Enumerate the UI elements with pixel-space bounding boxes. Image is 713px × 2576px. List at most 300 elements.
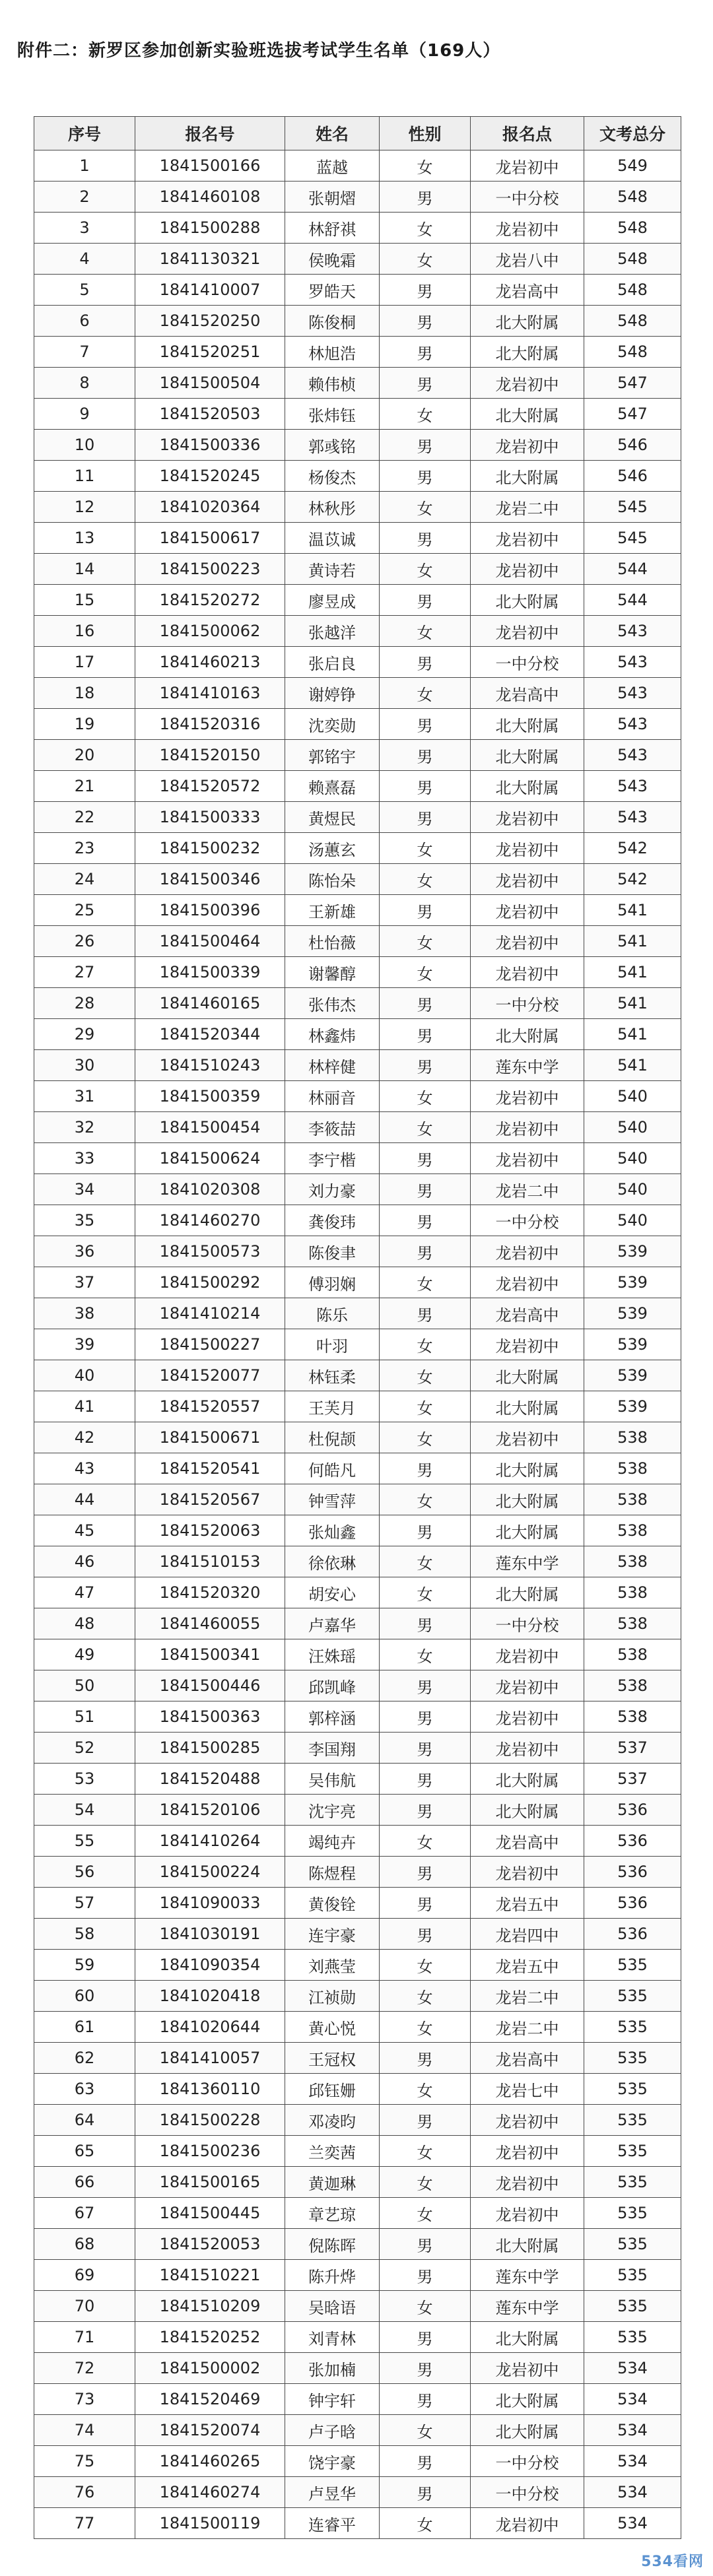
- cell-site: 一中分校: [471, 2446, 584, 2477]
- cell-site: 龙岩初中: [471, 2136, 584, 2167]
- cell-seq: 30: [34, 1050, 135, 1081]
- cell-site: 龙岩初中: [471, 1267, 584, 1298]
- cell-site: 北大附属: [471, 1515, 584, 1546]
- cell-score: 541: [584, 1050, 681, 1081]
- table-row: [34, 275, 681, 306]
- table-row: [34, 1639, 681, 1670]
- cell-name: 罗皓天: [285, 275, 380, 306]
- cell-site: 一中分校: [471, 1205, 584, 1236]
- cell-name: 谢婷铮: [285, 678, 380, 709]
- cell-score: 543: [584, 740, 681, 771]
- table-row: [34, 1701, 681, 1733]
- cell-reg-no: 1841520063: [135, 1515, 285, 1546]
- cell-gender: 男: [380, 585, 471, 616]
- cell-score: 546: [584, 461, 681, 492]
- cell-site: 一中分校: [471, 182, 584, 213]
- cell-site: 龙岩七中: [471, 2074, 584, 2105]
- cell-name: 谢馨醇: [285, 957, 380, 988]
- table-row: [34, 337, 681, 368]
- cell-name: 郭铭宇: [285, 740, 380, 771]
- table-row: [34, 1298, 681, 1329]
- cell-score: 541: [584, 988, 681, 1019]
- cell-name: 陈乐: [285, 1298, 380, 1329]
- cell-name: 廖昱成: [285, 585, 380, 616]
- cell-site: 北大附属: [471, 2229, 584, 2260]
- cell-seq: 51: [34, 1701, 135, 1733]
- cell-name: 邱钰姗: [285, 2074, 380, 2105]
- cell-seq: 48: [34, 1608, 135, 1639]
- cell-reg-no: 1841500363: [135, 1701, 285, 1733]
- cell-site: 龙岩二中: [471, 492, 584, 523]
- cell-gender: 女: [380, 244, 471, 275]
- cell-gender: 女: [380, 213, 471, 244]
- cell-reg-no: 1841500062: [135, 616, 285, 647]
- table-row: [34, 244, 681, 275]
- header-gender: 性别: [380, 117, 471, 150]
- table-row: [34, 1888, 681, 1919]
- cell-site: 北大附属: [471, 306, 584, 337]
- cell-seq: 42: [34, 1422, 135, 1453]
- cell-gender: 男: [380, 1453, 471, 1484]
- cell-site: 北大附属: [471, 2415, 584, 2446]
- cell-site: 龙岩初中: [471, 802, 584, 833]
- cell-seq: 33: [34, 1143, 135, 1174]
- cell-seq: 68: [34, 2229, 135, 2260]
- cell-seq: 26: [34, 926, 135, 957]
- cell-gender: 女: [380, 926, 471, 957]
- cell-name: 叶羽: [285, 1329, 380, 1360]
- cell-gender: 女: [380, 1391, 471, 1422]
- cell-reg-no: 1841510209: [135, 2291, 285, 2322]
- header-score: 文考总分: [584, 117, 681, 150]
- cell-seq: 70: [34, 2291, 135, 2322]
- cell-score: 539: [584, 1236, 681, 1267]
- cell-gender: 女: [380, 399, 471, 430]
- table-row: [34, 523, 681, 554]
- cell-seq: 47: [34, 1577, 135, 1608]
- cell-seq: 71: [34, 2322, 135, 2353]
- cell-seq: 6: [34, 306, 135, 337]
- cell-gender: 女: [380, 678, 471, 709]
- cell-reg-no: 1841520272: [135, 585, 285, 616]
- cell-reg-no: 1841500454: [135, 1112, 285, 1143]
- cell-score: 534: [584, 2508, 681, 2539]
- cell-seq: 63: [34, 2074, 135, 2105]
- cell-seq: 44: [34, 1484, 135, 1515]
- table-row: [34, 1143, 681, 1174]
- cell-gender: 男: [380, 740, 471, 771]
- cell-seq: 35: [34, 1205, 135, 1236]
- cell-site: 北大附属: [471, 1795, 584, 1826]
- cell-site: 龙岩初中: [471, 957, 584, 988]
- cell-gender: 男: [380, 2043, 471, 2074]
- cell-seq: 2: [34, 182, 135, 213]
- cell-gender: 男: [380, 1515, 471, 1546]
- table-row: [34, 1950, 681, 1981]
- cell-seq: 34: [34, 1174, 135, 1205]
- cell-name: 蓝越: [285, 150, 380, 182]
- cell-site: 龙岩初中: [471, 150, 584, 182]
- cell-name: 邱凯峰: [285, 1670, 380, 1701]
- cell-seq: 45: [34, 1515, 135, 1546]
- cell-score: 538: [584, 1577, 681, 1608]
- table-row: [34, 1081, 681, 1112]
- cell-seq: 55: [34, 1826, 135, 1857]
- cell-score: 534: [584, 2415, 681, 2446]
- cell-gender: 男: [380, 2446, 471, 2477]
- student-roster-table: [34, 116, 681, 2539]
- cell-gender: 男: [380, 1733, 471, 1764]
- cell-site: 一中分校: [471, 988, 584, 1019]
- cell-gender: 男: [380, 2477, 471, 2508]
- cell-name: 李筱喆: [285, 1112, 380, 1143]
- cell-score: 540: [584, 1112, 681, 1143]
- cell-gender: 男: [380, 430, 471, 461]
- cell-name: 张炜钰: [285, 399, 380, 430]
- cell-name: 林秋彤: [285, 492, 380, 523]
- cell-seq: 9: [34, 399, 135, 430]
- cell-gender: 女: [380, 2012, 471, 2043]
- table-row: [34, 2353, 681, 2384]
- cell-site: 北大附属: [471, 337, 584, 368]
- cell-site: 龙岩初中: [471, 1329, 584, 1360]
- cell-name: 汤蕙玄: [285, 833, 380, 864]
- cell-reg-no: 1841510221: [135, 2260, 285, 2291]
- cell-site: 龙岩初中: [471, 523, 584, 554]
- cell-seq: 49: [34, 1639, 135, 1670]
- cell-gender: 女: [380, 2074, 471, 2105]
- cell-name: 傅羽娴: [285, 1267, 380, 1298]
- table-row: [34, 647, 681, 678]
- cell-name: 张启良: [285, 647, 380, 678]
- cell-site: 龙岩初中: [471, 1701, 584, 1733]
- cell-seq: 54: [34, 1795, 135, 1826]
- cell-gender: 男: [380, 802, 471, 833]
- table-row: [34, 554, 681, 585]
- cell-name: 王冠权: [285, 2043, 380, 2074]
- cell-gender: 女: [380, 1267, 471, 1298]
- cell-site: 龙岩初中: [471, 895, 584, 926]
- cell-gender: 男: [380, 2105, 471, 2136]
- cell-name: 钟雪萍: [285, 1484, 380, 1515]
- cell-name: 卢嘉华: [285, 1608, 380, 1639]
- cell-name: 黄俊铨: [285, 1888, 380, 1919]
- cell-reg-no: 1841020644: [135, 2012, 285, 2043]
- table-row: [34, 1546, 681, 1577]
- cell-name: 江祯勋: [285, 1981, 380, 2012]
- cell-reg-no: 1841500396: [135, 895, 285, 926]
- cell-name: 张加楠: [285, 2353, 380, 2384]
- cell-site: 北大附属: [471, 2384, 584, 2415]
- cell-reg-no: 1841360110: [135, 2074, 285, 2105]
- cell-seq: 56: [34, 1857, 135, 1888]
- cell-seq: 23: [34, 833, 135, 864]
- cell-seq: 61: [34, 2012, 135, 2043]
- cell-gender: 男: [380, 1764, 471, 1795]
- cell-reg-no: 1841500617: [135, 523, 285, 554]
- cell-seq: 27: [34, 957, 135, 988]
- table-row: [34, 2136, 681, 2167]
- cell-name: 黄诗若: [285, 554, 380, 585]
- cell-site: 莲东中学: [471, 1050, 584, 1081]
- cell-name: 张朝熠: [285, 182, 380, 213]
- cell-site: 北大附属: [471, 740, 584, 771]
- cell-seq: 4: [34, 244, 135, 275]
- cell-gender: 女: [380, 864, 471, 895]
- cell-gender: 女: [380, 150, 471, 182]
- cell-score: 545: [584, 523, 681, 554]
- table-row: [34, 2105, 681, 2136]
- cell-gender: 男: [380, 1701, 471, 1733]
- cell-site: 北大附属: [471, 1764, 584, 1795]
- cell-gender: 男: [380, 1670, 471, 1701]
- cell-site: 龙岩高中: [471, 275, 584, 306]
- cell-site: 北大附属: [471, 461, 584, 492]
- table-row: [34, 833, 681, 864]
- table-row: [34, 988, 681, 1019]
- cell-gender: 女: [380, 957, 471, 988]
- cell-score: 543: [584, 616, 681, 647]
- cell-site: 龙岩初中: [471, 1670, 584, 1701]
- cell-seq: 36: [34, 1236, 135, 1267]
- table-row: [34, 1112, 681, 1143]
- cell-seq: 38: [34, 1298, 135, 1329]
- cell-site: 龙岩初中: [471, 1143, 584, 1174]
- cell-name: 郭梓涵: [285, 1701, 380, 1733]
- table-row: [34, 1484, 681, 1515]
- table-row: [34, 461, 681, 492]
- cell-site: 龙岩二中: [471, 1981, 584, 2012]
- cell-name: 杨俊杰: [285, 461, 380, 492]
- cell-reg-no: 1841500223: [135, 554, 285, 585]
- table-row: [34, 2477, 681, 2508]
- cell-seq: 40: [34, 1360, 135, 1391]
- cell-site: 龙岩初中: [471, 616, 584, 647]
- cell-score: 543: [584, 709, 681, 740]
- cell-gender: 男: [380, 895, 471, 926]
- cell-gender: 女: [380, 492, 471, 523]
- cell-score: 538: [584, 1608, 681, 1639]
- cell-gender: 男: [380, 1888, 471, 1919]
- cell-site: 龙岩初中: [471, 1422, 584, 1453]
- cell-reg-no: 1841410057: [135, 2043, 285, 2074]
- cell-seq: 43: [34, 1453, 135, 1484]
- cell-gender: 男: [380, 368, 471, 399]
- cell-reg-no: 1841520469: [135, 2384, 285, 2415]
- cell-site: 北大附属: [471, 399, 584, 430]
- cell-reg-no: 1841500236: [135, 2136, 285, 2167]
- cell-site: 龙岩初中: [471, 2198, 584, 2229]
- cell-name: 倪陈晖: [285, 2229, 380, 2260]
- cell-gender: 女: [380, 2508, 471, 2539]
- cell-score: 534: [584, 2477, 681, 2508]
- cell-score: 540: [584, 1205, 681, 1236]
- table-row: [34, 957, 681, 988]
- cell-seq: 16: [34, 616, 135, 647]
- cell-gender: 女: [380, 1826, 471, 1857]
- cell-gender: 男: [380, 1050, 471, 1081]
- cell-gender: 女: [380, 1639, 471, 1670]
- cell-name: 陈煜程: [285, 1857, 380, 1888]
- cell-site: 北大附属: [471, 771, 584, 802]
- table-row: [34, 2415, 681, 2446]
- cell-name: 赖伟桢: [285, 368, 380, 399]
- cell-name: 黄煜民: [285, 802, 380, 833]
- cell-reg-no: 1841500292: [135, 1267, 285, 1298]
- table-row: [34, 150, 681, 182]
- cell-seq: 12: [34, 492, 135, 523]
- cell-site: 北大附属: [471, 1360, 584, 1391]
- cell-name: 何皓凡: [285, 1453, 380, 1484]
- cell-seq: 10: [34, 430, 135, 461]
- cell-gender: 女: [380, 2198, 471, 2229]
- cell-gender: 女: [380, 2415, 471, 2446]
- cell-site: 龙岩初中: [471, 1236, 584, 1267]
- table-row: [34, 1391, 681, 1422]
- cell-gender: 男: [380, 2353, 471, 2384]
- cell-site: 龙岩初中: [471, 554, 584, 585]
- cell-gender: 女: [380, 1981, 471, 2012]
- cell-gender: 男: [380, 2384, 471, 2415]
- table-row: [34, 1919, 681, 1950]
- cell-gender: 男: [380, 306, 471, 337]
- cell-site: 龙岩初中: [471, 1639, 584, 1670]
- cell-name: 杜怡薇: [285, 926, 380, 957]
- cell-reg-no: 1841130321: [135, 244, 285, 275]
- cell-score: 534: [584, 2353, 681, 2384]
- cell-reg-no: 1841500446: [135, 1670, 285, 1701]
- cell-site: 一中分校: [471, 647, 584, 678]
- cell-score: 543: [584, 771, 681, 802]
- cell-reg-no: 1841520320: [135, 1577, 285, 1608]
- cell-name: 林舒祺: [285, 213, 380, 244]
- cell-seq: 21: [34, 771, 135, 802]
- cell-score: 535: [584, 2260, 681, 2291]
- cell-site: 北大附属: [471, 1577, 584, 1608]
- cell-score: 541: [584, 1019, 681, 1050]
- cell-gender: 男: [380, 1236, 471, 1267]
- cell-reg-no: 1841500346: [135, 864, 285, 895]
- table-row: [34, 1205, 681, 1236]
- cell-score: 543: [584, 647, 681, 678]
- cell-reg-no: 1841500573: [135, 1236, 285, 1267]
- cell-name: 张越洋: [285, 616, 380, 647]
- cell-gender: 女: [380, 1329, 471, 1360]
- cell-gender: 女: [380, 1950, 471, 1981]
- cell-site: 龙岩高中: [471, 1298, 584, 1329]
- cell-seq: 57: [34, 1888, 135, 1919]
- table-row: [34, 1981, 681, 2012]
- cell-score: 549: [584, 150, 681, 182]
- site-watermark: 534看网: [641, 2554, 704, 2570]
- cell-name: 卢子晗: [285, 2415, 380, 2446]
- cell-site: 一中分校: [471, 2477, 584, 2508]
- cell-reg-no: 1841410163: [135, 678, 285, 709]
- cell-score: 535: [584, 2136, 681, 2167]
- cell-seq: 60: [34, 1981, 135, 2012]
- cell-score: 540: [584, 1174, 681, 1205]
- cell-name: 郭彧铭: [285, 430, 380, 461]
- cell-name: 陈升烨: [285, 2260, 380, 2291]
- cell-seq: 64: [34, 2105, 135, 2136]
- cell-seq: 72: [34, 2353, 135, 2384]
- cell-name: 李国翔: [285, 1733, 380, 1764]
- cell-seq: 77: [34, 2508, 135, 2539]
- cell-seq: 74: [34, 2415, 135, 2446]
- table-row: [34, 368, 681, 399]
- cell-seq: 37: [34, 1267, 135, 1298]
- cell-name: 王芙月: [285, 1391, 380, 1422]
- cell-name: 林钰柔: [285, 1360, 380, 1391]
- cell-score: 535: [584, 1981, 681, 2012]
- table-row: [34, 2322, 681, 2353]
- cell-score: 535: [584, 2074, 681, 2105]
- cell-reg-no: 1841510153: [135, 1546, 285, 1577]
- cell-gender: 女: [380, 2136, 471, 2167]
- cell-score: 535: [584, 2322, 681, 2353]
- cell-gender: 女: [380, 833, 471, 864]
- cell-seq: 1: [34, 150, 135, 182]
- cell-gender: 女: [380, 1112, 471, 1143]
- cell-reg-no: 1841500119: [135, 2508, 285, 2539]
- cell-gender: 男: [380, 523, 471, 554]
- cell-reg-no: 1841520316: [135, 709, 285, 740]
- cell-site: 龙岩初中: [471, 1112, 584, 1143]
- cell-score: 536: [584, 1857, 681, 1888]
- cell-gender: 男: [380, 275, 471, 306]
- cell-score: 538: [584, 1639, 681, 1670]
- cell-seq: 24: [34, 864, 135, 895]
- cell-name: 温苡诚: [285, 523, 380, 554]
- cell-score: 539: [584, 1267, 681, 1298]
- table-row: [34, 2074, 681, 2105]
- cell-score: 548: [584, 244, 681, 275]
- cell-reg-no: 1841520150: [135, 740, 285, 771]
- table-row: [34, 709, 681, 740]
- cell-site: 莲东中学: [471, 2291, 584, 2322]
- table-row: [34, 1670, 681, 1701]
- table-row: [34, 678, 681, 709]
- cell-gender: 女: [380, 554, 471, 585]
- cell-seq: 5: [34, 275, 135, 306]
- cell-reg-no: 1841520074: [135, 2415, 285, 2446]
- cell-reg-no: 1841500464: [135, 926, 285, 957]
- table-body: [34, 150, 681, 2539]
- cell-site: 龙岩初中: [471, 864, 584, 895]
- cell-gender: 男: [380, 988, 471, 1019]
- cell-site: 龙岩二中: [471, 1174, 584, 1205]
- cell-name: 兰奕茜: [285, 2136, 380, 2167]
- cell-gender: 男: [380, 1174, 471, 1205]
- cell-site: 龙岩四中: [471, 1919, 584, 1950]
- cell-seq: 19: [34, 709, 135, 740]
- table-row: [34, 740, 681, 771]
- cell-reg-no: 1841090354: [135, 1950, 285, 1981]
- cell-seq: 15: [34, 585, 135, 616]
- cell-score: 536: [584, 1795, 681, 1826]
- cell-seq: 53: [34, 1764, 135, 1795]
- cell-score: 547: [584, 368, 681, 399]
- cell-site: 莲东中学: [471, 1546, 584, 1577]
- cell-name: 侯晚霜: [285, 244, 380, 275]
- cell-name: 汪姝瑶: [285, 1639, 380, 1670]
- cell-seq: 67: [34, 2198, 135, 2229]
- cell-score: 548: [584, 337, 681, 368]
- cell-reg-no: 1841510243: [135, 1050, 285, 1081]
- cell-reg-no: 1841500671: [135, 1422, 285, 1453]
- table-row: [34, 182, 681, 213]
- cell-score: 538: [584, 1670, 681, 1701]
